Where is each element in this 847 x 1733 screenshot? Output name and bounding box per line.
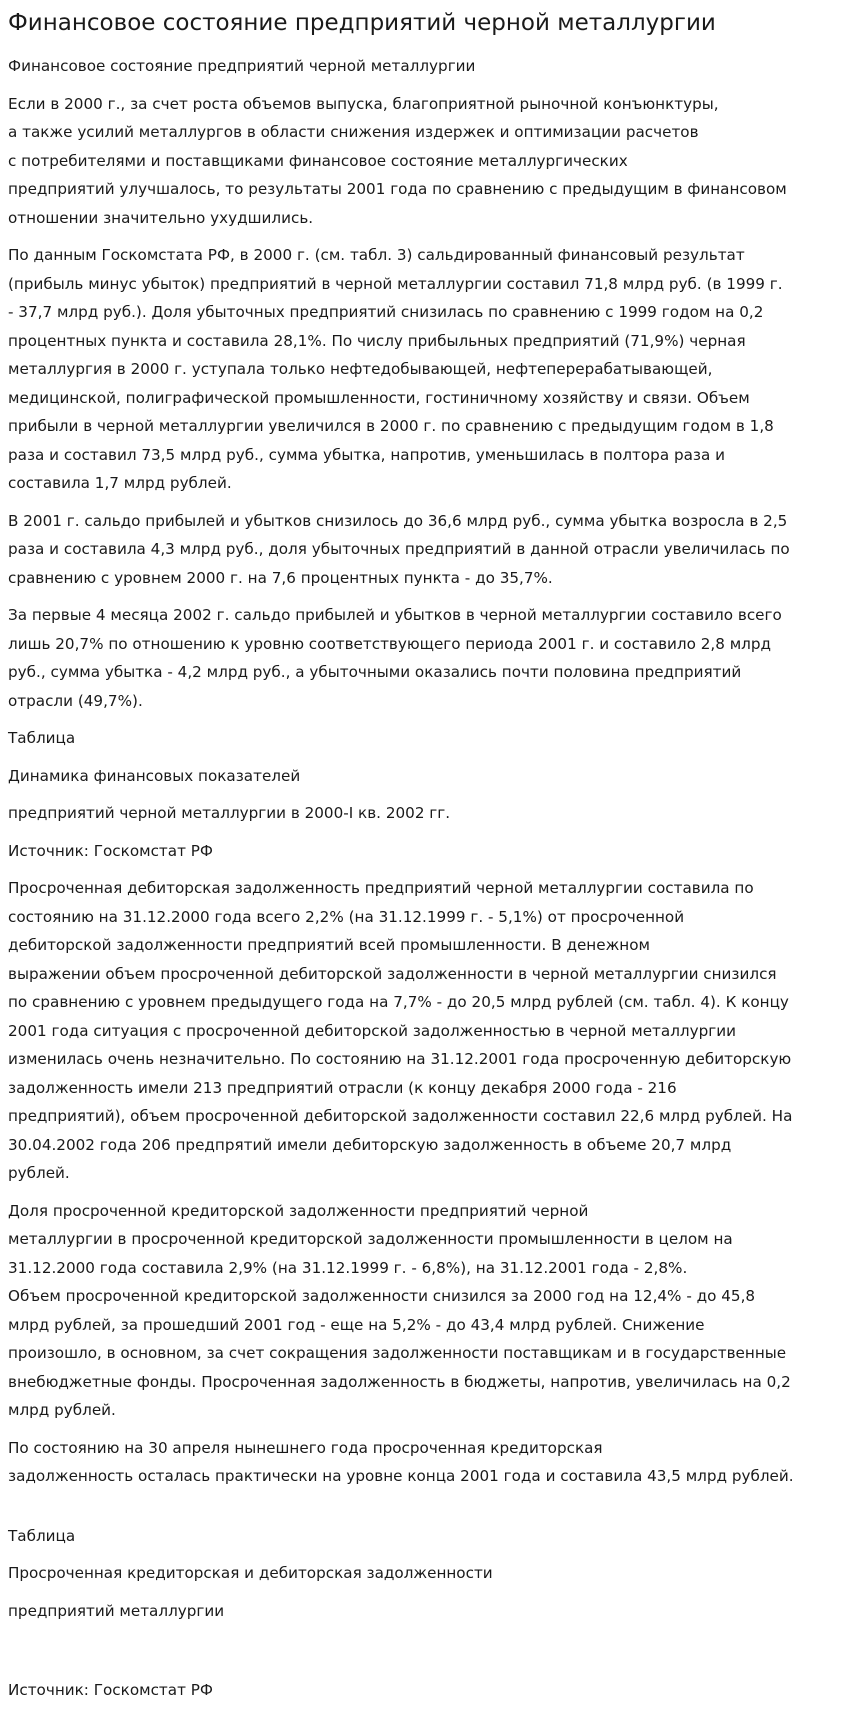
paragraph-goskomstat-2000 [8,241,835,498]
table-2-caption-block [8,1522,835,1705]
text-line: предприятий улучшалось, то результаты 2001 года по сравнению с предыдущим в финансовом [8,180,787,198]
text-line: раза и составила 4,3 млрд руб., доля убыточных предприятий в данной отрасли увеличилась по [8,540,790,558]
text-line: Доля просроченной кредиторской задолженности предприятий черной [8,1201,589,1220]
text-line: изменилась очень незначительно. По состоянию на 31.12.2001 года просроченную дебиторскую [8,1050,792,1068]
text-line: - 37,7 млрд руб.). Доля убыточных предприятий снизилась по сравнению с 1999 годом на 0,2 [8,303,764,321]
text-line: с потребителями и поставщиками финансовое состояние металлургических [8,151,628,170]
text-line: составила 1,7 млрд рублей. [8,474,232,492]
text-line: млрд рублей. [8,1401,116,1419]
text-line: 31.12.2000 года составила 2,9% (на 31.12.1999 г. - 6,8%), на 31.12.2001 года - 2,8%. [8,1258,688,1277]
table-caption: предприятий черной металлургии в 2000-I кв. 2002 гг. [8,804,451,822]
text-line: Объем просроченной кредиторской задолженности снизился за 2000 год на 12,4% - до 45,8 [8,1287,756,1305]
text-line: 2001 года ситуация с просроченной дебиторской задолженностью в черной металлургии [8,1021,736,1040]
text-line: отрасли (49,7%). [8,691,143,710]
text-line: (прибыль минус убыток) предприятий в черной металлургии составил 71,8 млрд руб. (в 1999 г. [8,274,783,293]
text-line: задолженность осталась практически на уровне конца 2001 года и составила 43,5 млрд рублей. [8,1467,794,1485]
paragraph-2001 [8,507,835,593]
text-line: металлургии в просроченной кредиторской задолженности промышленности в целом на [8,1230,733,1248]
table-label: Таблица [8,1526,76,1545]
table-caption: Просроченная кредиторская и дебиторская задолженности [8,1564,493,1582]
text-line: медицинской, полиграфической промышленности, гостиничному хозяйству и связи. Объем [8,388,750,407]
table-source: Источник: Госкомстат РФ [8,1681,213,1699]
paragraph-intro [8,90,835,233]
text-line: В 2001 г. сальдо прибылей и убытков снизилось до 36,6 млрд руб., сумма убытка возросла в 2,5 [8,511,788,530]
text-line: 30.04.2002 года 206 предпрятий имели дебиторскую задолженность в объеме 20,7 млрд [8,1135,732,1154]
text-line: дебиторской задолженности предприятий всей промышленности. В денежном [8,936,650,954]
text-line: Если в 2000 г., за счет роста объемов выпуска, благоприятной рыночной конъюнктуры, [8,94,719,113]
spacer [8,1500,835,1522]
text-line: произошло, в основном, за счет сокращения задолженности поставщикам и в государственные [8,1344,787,1362]
section-debts [8,874,835,1491]
text-line: рублей. [8,1164,70,1182]
text-line: За первые 4 месяца 2002 г. сальдо прибылей и убытков в черной металлургии составило всего [8,606,782,624]
text-line: руб., сумма убытка - 4,2 млрд руб., а убыточными оказались почти половина предприятий [8,663,742,681]
text-line: выражении объем просроченной дебиторской задолженности в черной металлургии снизился [8,964,777,983]
text-line: раза и составил 73,5 млрд руб., сумма убытка, напротив, уменьшилась в полтора раза и [8,445,725,464]
page-title: Финансовое состояние предприятий черной металлургии [8,10,716,36]
spacer [8,1634,835,1676]
paragraph-april [8,1434,835,1491]
paragraph-payables [8,1197,835,1425]
table-caption: Динамика финансовых показателей [8,766,301,785]
text-line: металлургия в 2000 г. уступала только нефтедобывающей, нефтеперерабатывающей, [8,360,713,378]
paragraph-2002 [8,601,835,715]
text-line: лишь 20,7% по отношению к уровню соответствующего периода 2001 г. и составило 2,8 млрд [8,634,772,653]
text-line: отношении значительно ухудшились. [8,208,314,227]
text-line: а также усилий металлургов в области снижения издержек и оптимизации расчетов [8,123,699,141]
table-caption: предприятий металлургии [8,1601,225,1620]
text-line: процентных пункта и составила 28,1%. По числу прибыльных предприятий (71,9%) черная [8,331,746,350]
section-financial-results [8,90,835,716]
table-1-caption-block [8,724,835,865]
text-line: Просроченная дебиторская задолженность предприятий черной металлургии составила по [8,879,754,897]
text-line: задолженность имели 213 предприятий отрасли (к концу декабря 2000 года - 216 [8,1078,677,1097]
text-line: по сравнению с уровнем предыдущего года на 7,7% - до 20,5 млрд рублей (см. табл. 4). К концу [8,993,789,1011]
table-label: Таблица [8,729,76,747]
text-line: сравнению с уровнем 2000 г. на 7,6 процентных пункта - до 35,7%. [8,568,553,587]
text-line: предприятий), объем просроченной дебиторской задолженности составил 22,6 млрд рублей. На [8,1107,793,1125]
paragraph-receivables [8,874,835,1188]
text-line: внебюджетные фонды. Просроченная задолженность в бюджеты, напротив, увеличилась на 0,2 [8,1372,791,1391]
text-line: состоянию на 31.12.2000 года всего 2,2% (на 31.12.1999 г. - 5,1%) от просроченной [8,907,685,926]
text-line: млрд рублей, за прошедший 2001 год - еще на 5,2% - до 43,4 млрд рублей. Снижение [8,1315,705,1334]
text-line: По данным Госкомстата РФ, в 2000 г. (см. табл. 3) сальдированный финансовый результат [8,246,745,264]
table-source: Источник: Госкомстат РФ [8,841,213,860]
article-subtitle: Финансовое состояние предприятий черной металлургии [8,57,476,75]
text-line: По состоянию на 30 апреля нынешнего года просроченная кредиторская [8,1438,603,1457]
text-line: прибыли в черной металлургии увеличился в 2000 г. по сравнению с предыдущим годом в 1,8 [8,417,774,435]
